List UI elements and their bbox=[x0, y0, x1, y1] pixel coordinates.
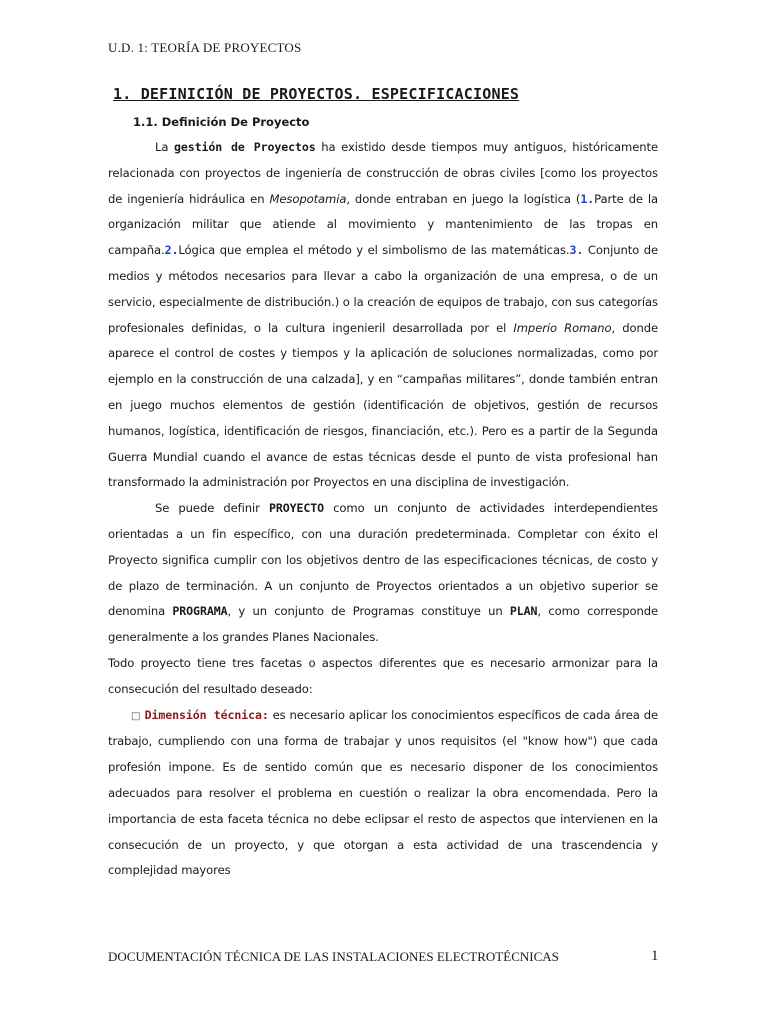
paragraph-definition: Se puede definir PROYECTO como un conjunto de actividades interdependientes orientadas a un fin específico, con una duración predeterminada. Completar con éxito el Proyecto significa cumplir con los objetivos dentro de las especificaciones técnicas, de costo y de plazo de terminación. A un conjunto de Proyectos orientados a un objetivo superior se denomina PROGRAMA, y un conjunto de Programas constituye un PLAN, como corresponde generalmente a los grandes Planes Nacionales. bbox=[108, 501, 659, 645]
document-body bbox=[108, 85, 658, 884]
section-title: 1. DEFINICIÓN DE PROYECTOS. ESPECIFICACIONES bbox=[113, 85, 520, 103]
paragraph-facets: Todo proyecto tiene tres facetas o aspectos diferentes que es necesario armonizar para la consecución del resultado deseado: bbox=[108, 655, 658, 696]
term-programa: PROGRAMA bbox=[172, 604, 228, 619]
footnote-number-1: 1. bbox=[580, 191, 595, 206]
term-mesopotamia: Mesopotamia bbox=[269, 191, 347, 206]
term-proyecto: PROYECTO bbox=[268, 501, 324, 516]
footnote-number-3: 3. bbox=[569, 243, 584, 258]
page-header: U.D. 1: TEORÍA DE PROYECTOS bbox=[108, 40, 302, 55]
paragraph-history: La gestión de Proyectos ha existido desde tiempos muy antiguos, históricamente relacionada con proyectos de ingeniería de construcción de obras civiles [como los proyectos de ingeniería hidráulica en Mesopotamia, donde entraban en juego la logística (1.Parte de la organización militar que atiende al movimiento y mantenimiento de las tropas en campaña.2.Lógica que emplea el método y el simbolismo de las matemáticas.3. Conjunto de medios y métodos necesarios para llevar a cabo la organización de una empresa, o de un servicio, especialmente de distribución.) o la creación de equipos de trabajo, con sus categorías profesionales definidas, o la cultura ingenieril desarrollada por el Imperio Romano, donde aparece el control de costes y tiempos y la aplicación de soluciones normalizadas, como por ejemplo en la construcción de una calzada], y en “campañas militares”, donde también entran en juego muchos elementos de gestión (identificación de objetivos, gestión de recursos humanos, logística, identificación de riesgos, financiación, etc.). Pero es a partir de la Segunda Guerra Mundial cuando el avance de estas técnicas desde el punto de vista profesional han transformado la administración por Proyectos en una disciplina de investigación. bbox=[108, 140, 659, 490]
term-imperio-romano: Imperio Romano bbox=[513, 320, 612, 335]
checkbox-bullet-icon: □ bbox=[131, 710, 141, 722]
term-gestion-proyectos: gestión de Proyectos bbox=[173, 140, 316, 154]
term-dimension-tecnica: Dimensión técnica: bbox=[144, 707, 269, 722]
footnote-number-2: 2. bbox=[164, 243, 179, 258]
subsection-title: 1.1. Definición De Proyecto bbox=[133, 115, 310, 129]
paragraph-dimension-tecnica: □ Dimensión técnica: es necesario aplicar los conocimientos específicos de cada área de trabajo, cumpliendo con una forma de trabajar y unos requisitos (el "know how") que cada profesión impone. Es de sentido común que es necesario disponer de los conocimientos adecuados para resolver el problema en cuestión o realizar la obra encomendada. Pero la importancia de esta faceta técnica no debe eclipsar el resto de aspectos que intervienen en la consecución de un proyecto, y que otorgan a esta actividad de una trascendencia y complejidad mayores bbox=[108, 707, 658, 878]
page-footer: DOCUMENTACIÓN TÉCNICA DE LAS INSTALACIONES ELECTROTÉCNICAS bbox=[108, 949, 559, 964]
term-plan: PLAN bbox=[509, 604, 538, 619]
page-number: 1 bbox=[651, 948, 659, 964]
